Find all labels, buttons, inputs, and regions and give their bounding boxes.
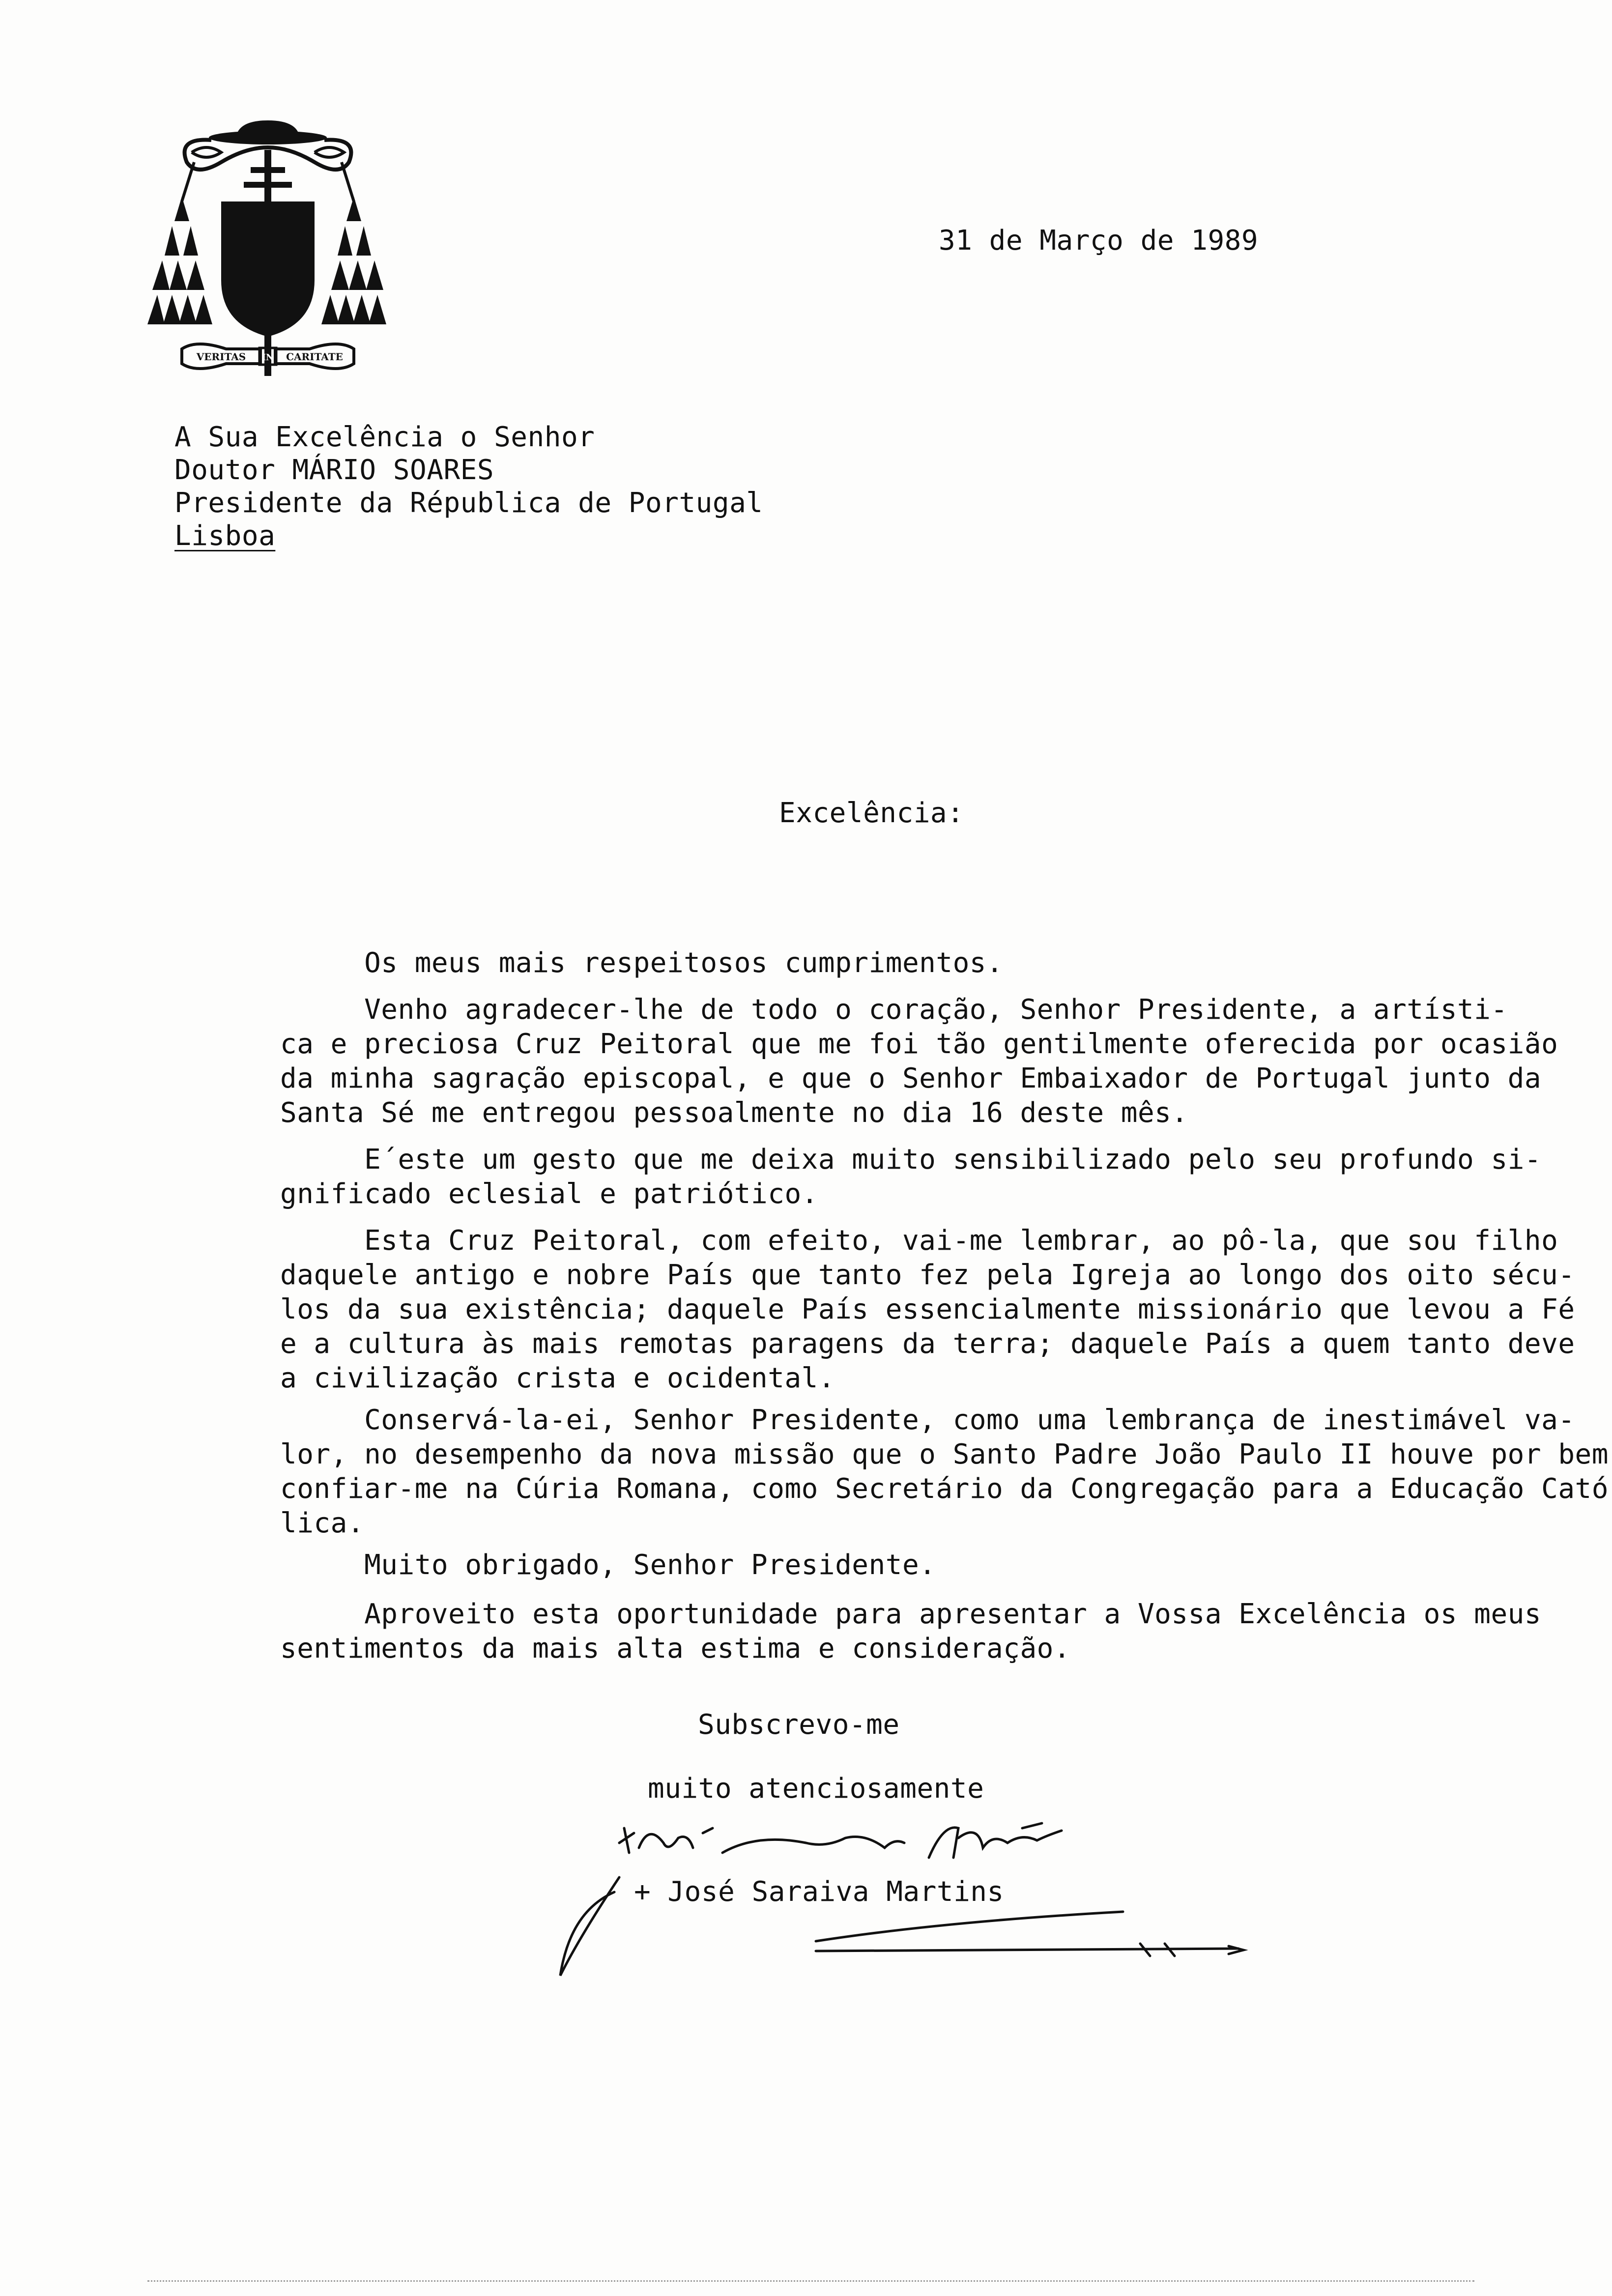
body-line: los da sua existência; daquele País essencialmente missionário que levou a Fé bbox=[280, 1293, 1575, 1325]
body-line: lica. bbox=[280, 1507, 365, 1539]
body-line: daquele antigo e nobre País que tanto fez pela Igreja ao longo dos oito sécu- bbox=[280, 1259, 1575, 1291]
coat-of-arms-icon bbox=[147, 118, 403, 403]
body-line: ca e preciosa Cruz Peitoral que me foi tão gentilmente oferecida por ocasião bbox=[280, 1028, 1558, 1060]
body-line: E´este um gesto que me deixa muito sensibilizado pelo seu profundo si- bbox=[280, 1144, 1542, 1176]
handwritten-signature bbox=[550, 1813, 1278, 2010]
body-line: gnificado eclesial e patriótico. bbox=[280, 1178, 818, 1210]
svg-text:CARITATE: CARITATE bbox=[286, 351, 343, 363]
letter-date: 31 de Março de 1989 bbox=[939, 225, 1259, 257]
signer-name: + José Saraiva Martins bbox=[634, 1876, 1004, 1908]
svg-text:IN: IN bbox=[261, 352, 274, 363]
address-line-1: A Sua Excelência o Senhor bbox=[174, 421, 595, 453]
svg-text:VERITAS: VERITAS bbox=[196, 351, 246, 363]
address-line-2: Doutor MÁRIO SOARES bbox=[174, 454, 494, 486]
body-line: confiar-me na Cúria Romana, como Secretário da Congregação para a Educação Cató bbox=[280, 1473, 1609, 1505]
body-line: e a cultura às mais remotas paragens da terra; daquele País a quem tanto deve bbox=[280, 1328, 1575, 1360]
body-line: sentimentos da mais alta estima e consideração. bbox=[280, 1633, 1071, 1665]
page-bottom-edge bbox=[147, 2280, 1474, 2282]
body-line: Conservá-la-ei, Senhor Presidente, como uma lembrança de inestimável va- bbox=[280, 1404, 1575, 1436]
address-line-3: Presidente da Républica de Portugal bbox=[174, 487, 763, 519]
body-line: Muito obrigado, Senhor Presidente. bbox=[280, 1549, 936, 1581]
body-line: Esta Cruz Peitoral, com efeito, vai-me lembrar, ao pô-la, que sou filho bbox=[280, 1225, 1558, 1257]
body-line: da minha sagração episcopal, e que o Senhor Embaixador de Portugal junto da bbox=[280, 1062, 1542, 1094]
closing-line-2: muito atenciosamente bbox=[648, 1773, 984, 1805]
body-line: lor, no desempenho da nova missão que o Santo Padre João Paulo II houve por bem bbox=[280, 1438, 1609, 1470]
body-line: Santa Sé me entregou pessoalmente no dia 16 deste mês. bbox=[280, 1097, 1188, 1129]
address-line-4: Lisboa bbox=[174, 520, 276, 552]
salutation: Excelência: bbox=[779, 797, 964, 829]
body-line: Venho agradecer-lhe de todo o coração, Senhor Presidente, a artísti- bbox=[280, 994, 1508, 1026]
closing-line-1: Subscrevo-me bbox=[698, 1709, 900, 1741]
body-line: Aproveito esta oportunidade para apresentar a Vossa Excelência os meus bbox=[280, 1598, 1542, 1630]
body-line: Os meus mais respeitosos cumprimentos. bbox=[280, 947, 1004, 979]
body-line: a civilização crista e ocidental. bbox=[280, 1362, 835, 1394]
